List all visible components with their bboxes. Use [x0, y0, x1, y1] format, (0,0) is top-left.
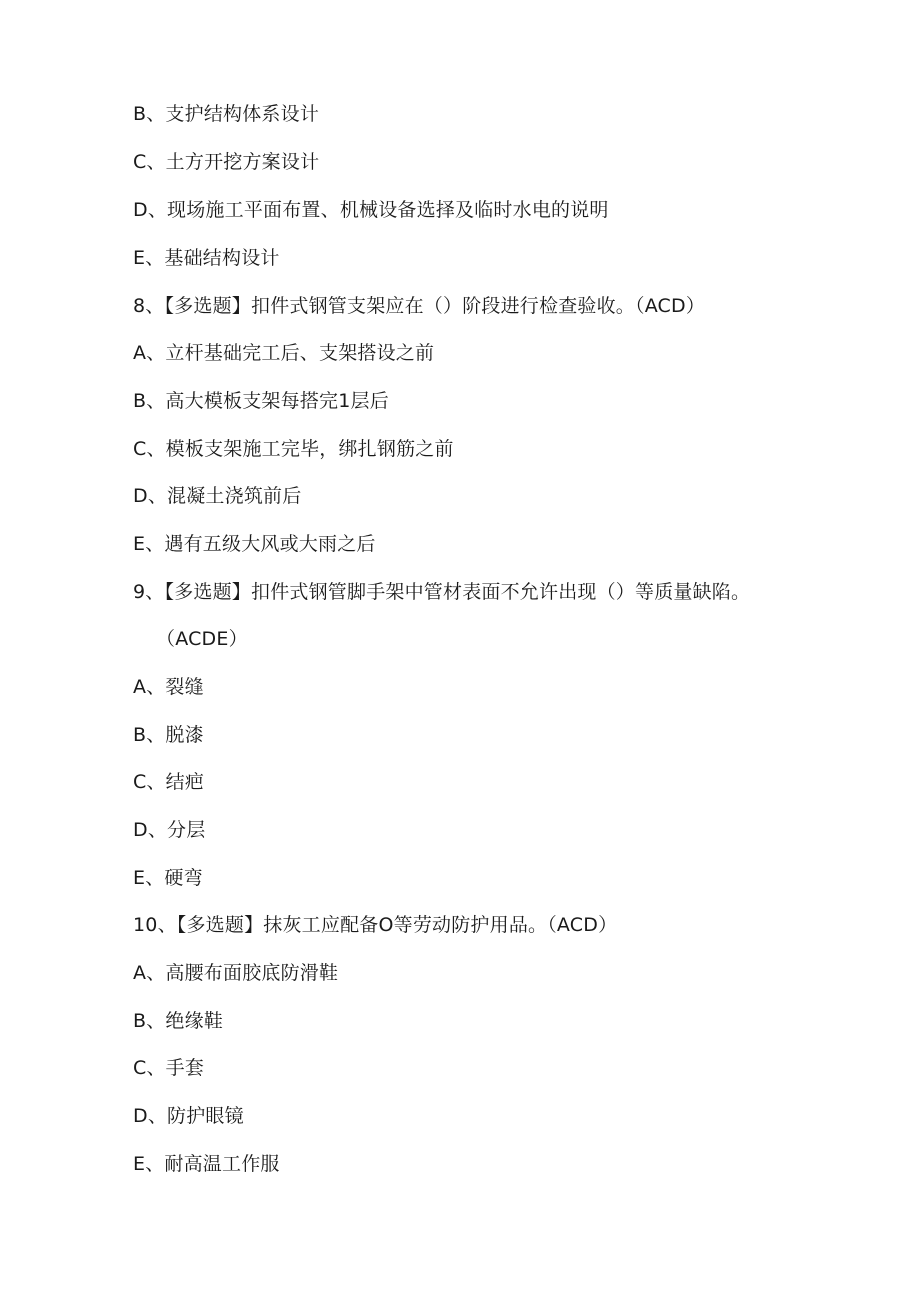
- question-9-answer: （ACDE）: [156, 628, 248, 650]
- q9-option-a: A、裂缝: [133, 676, 204, 698]
- option-c-line: C、土方开挖方案设计: [133, 151, 320, 173]
- q8-option-b: B、高大模板支架每搭完1层后: [133, 390, 389, 412]
- q9-option-b: B、脱漆: [133, 724, 204, 746]
- option-d-line: D、现场施工平面布置、机械设备选择及临时水电的说明: [133, 199, 609, 221]
- q10-option-b: B、绝缘鞋: [133, 1010, 224, 1032]
- q10-option-a: A、高腰布面胶底防滑鞋: [133, 962, 339, 984]
- q8-option-e: E、遇有五级大风或大雨之后: [133, 533, 376, 555]
- q10-option-c: C、手套: [133, 1057, 205, 1079]
- question-9: 9、【多选题】扣件式钢管脚手架中管材表面不允许出现（）等质量缺陷。: [133, 581, 751, 603]
- q9-option-e: E、硬弯: [133, 867, 203, 889]
- q10-option-e: E、耐高温工作服: [133, 1153, 280, 1175]
- q8-option-a: A、立杆基础完工后、支架搭设之前: [133, 342, 435, 364]
- q9-option-d: D、分层: [133, 819, 206, 841]
- q8-option-d: D、混凝土浇筑前后: [133, 485, 302, 507]
- q10-option-d: D、防护眼镜: [133, 1105, 244, 1127]
- option-e-line: E、基础结构设计: [133, 247, 280, 269]
- q9-option-c: C、结疤: [133, 771, 205, 793]
- question-10: 10、【多选题】抹灰工应配备O等劳动防护用品。（ACD）: [133, 914, 618, 936]
- q8-option-c: C、模板支架施工完毕，绑扎钢筋之前: [133, 438, 454, 460]
- question-8: 8、【多选题】扣件式钢管支架应在（）阶段进行检查验收。（ACD）: [133, 295, 706, 317]
- option-b-line: B、支护结构体系设计: [133, 103, 320, 125]
